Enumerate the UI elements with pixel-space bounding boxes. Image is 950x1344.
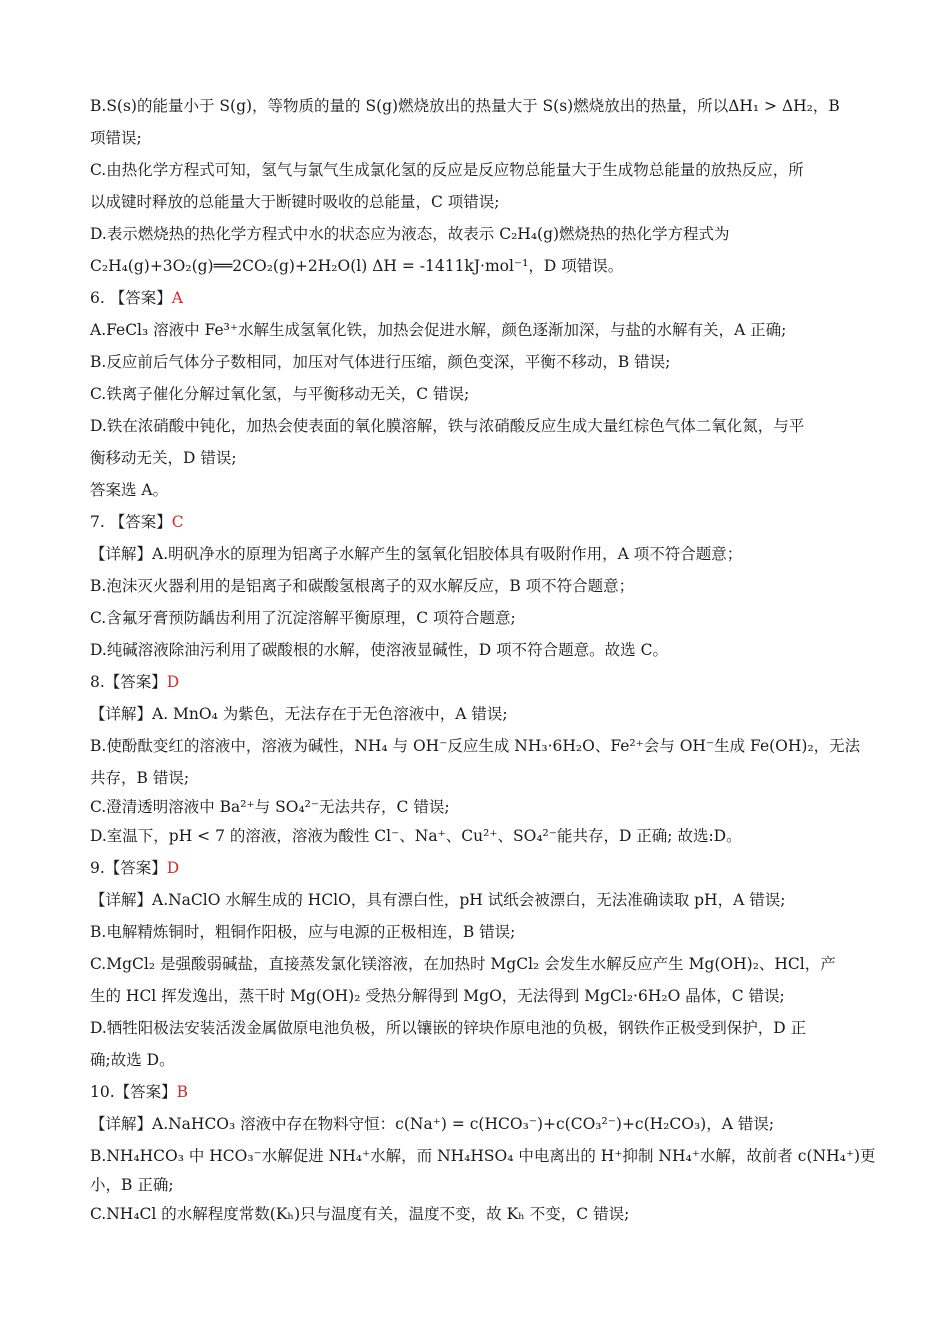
line-text: C.NH₄Cl 的水解程度常数(Kₕ)只与温度有关，温度不变，故 Kₕ 不变，C 错误; — [90, 1205, 630, 1223]
line-text: 10.【答案】 — [90, 1083, 177, 1101]
line-text: A.FeCl₃ 溶液中 Fe³⁺水解生成氢氧化铁，加热会促进水解，颜色逐渐加深，与盐的水解有关，A 正确; — [90, 321, 787, 339]
line-text: B.NH₄HCO₃ 中 HCO₃⁻水解促进 NH₄⁺水解，而 NH₄HSO₄ 中电离出的 H⁺抑制 NH₄⁺水解，故前者 c(NH₄⁺)更 — [90, 1147, 876, 1165]
line-text: 【详解】A.明矾净水的原理为铝离子水解产生的氢氧化铝胶体具有吸附作用，A 项不符合题意； — [90, 545, 743, 563]
line-text: D.牺牲阳极法安装活泼金属做原电池负极，所以镶嵌的锌块作原电池的负极，钢铁作正极受到保护，D 正 — [90, 1019, 807, 1037]
text-line — [90, 154, 860, 186]
line-text: B.S(s)的能量小于 S(g)，等物质的量的 S(g)燃烧放出的热量大于 S(s)燃烧放出的热量，所以ΔH₁ > ΔH₂，B — [90, 97, 840, 115]
line-text: B.泡沫灭火器利用的是铝离子和碳酸氢根离子的双水解反应，B 项不符合题意； — [90, 577, 635, 595]
text-line — [90, 1044, 860, 1076]
line-text: 6. 【答案】 — [90, 289, 172, 307]
text-line — [90, 1198, 860, 1230]
line-text: C.铁离子催化分解过氧化氢，与平衡移动无关，C 错误; — [90, 385, 470, 403]
line-text: 9.【答案】 — [90, 859, 167, 877]
answer-heading — [90, 666, 860, 698]
text-line — [90, 820, 860, 852]
text-line — [90, 1012, 860, 1044]
answer-letter: B — [176, 1083, 189, 1101]
answer-heading — [90, 282, 860, 314]
line-text: D.室温下，pH < 7 的溶液，溶液为酸性 Cl⁻、Na⁺、Cu²⁺、SO₄²⁻能共存，D 正确; 故选:D。 — [90, 827, 742, 845]
line-text: C.MgCl₂ 是强酸弱碱盐，直接蒸发氯化镁溶液，在加热时 MgCl₂ 会发生水解反应产生 Mg(OH)₂、HCl，产 — [90, 955, 836, 973]
text-line — [90, 122, 860, 154]
line-text: 衡移动无关，D 错误; — [90, 449, 237, 467]
line-text: C.含氟牙膏预防龋齿利用了沉淀溶解平衡原理，C 项符合题意; — [90, 609, 516, 627]
text-line — [90, 378, 860, 410]
line-text: 【详解】A.NaHCO₃ 溶液中存在物料守恒：c(Na⁺) = c(HCO₃⁻)+c(CO₃²⁻)+c(H₂CO₃)，A 错误; — [90, 1115, 775, 1133]
text-line — [90, 916, 860, 948]
text-line — [90, 698, 860, 730]
text-line — [90, 346, 860, 378]
answer-heading — [90, 506, 860, 538]
line-text: 小，B 正确; — [90, 1176, 174, 1194]
line-text: 以成键时释放的总能量大于断键时吸收的总能量，C 项错误; — [90, 193, 500, 211]
text-line — [90, 762, 860, 794]
answer-heading — [90, 852, 860, 884]
text-line — [90, 570, 860, 602]
answer-heading — [90, 1076, 860, 1108]
line-text: C.澄清透明溶液中 Ba²⁺与 SO₄²⁻无法共存，C 错误; — [90, 798, 450, 816]
line-text: 【详解】A. MnO₄ 为紫色，无法存在于无色溶液中，A 错误; — [90, 705, 508, 723]
line-text: 答案选 A。 — [90, 481, 169, 499]
line-text: 项错误; — [90, 129, 142, 147]
text-line — [90, 730, 860, 762]
text-line — [90, 218, 860, 250]
text-line — [90, 314, 860, 346]
answer-letter: D — [166, 673, 180, 691]
line-text: B.反应前后气体分子数相同，加压对气体进行压缩，颜色变深，平衡不移动，B 错误; — [90, 353, 671, 371]
answer-letter: D — [166, 859, 180, 877]
line-text: 8.【答案】 — [90, 673, 167, 691]
line-text: C.由热化学方程式可知，氢气与氯气生成氯化氢的反应是反应物总能量大于生成物总能量的放热反应，所 — [90, 161, 804, 179]
answer-letter: A — [171, 289, 183, 307]
text-line — [90, 1172, 860, 1198]
line-text: 7. 【答案】 — [90, 513, 172, 531]
line-text: C₂H₄(g)+3O₂(g)══2CO₂(g)+2H₂O(l) ΔH = -1411kJ·mol⁻¹，D 项错误。 — [90, 257, 624, 275]
text-line — [90, 538, 860, 570]
text-line — [90, 634, 860, 666]
line-text: D.纯碱溶液除油污利用了碳酸根的水解，使溶液显碱性，D 项不符合题意。故选 C。 — [90, 641, 668, 659]
text-line — [90, 1140, 876, 1172]
text-line — [90, 884, 860, 916]
text-line — [90, 90, 860, 122]
text-line — [90, 948, 860, 980]
line-text: 共存，B 错误; — [90, 769, 190, 787]
text-line — [90, 980, 860, 1012]
text-line — [90, 794, 860, 820]
line-text: 生的 HCl 挥发逸出，蒸干时 Mg(OH)₂ 受热分解得到 MgO，无法得到 MgCl₂·6H₂O 晶体，C 错误; — [90, 987, 785, 1005]
line-text: 【详解】A.NaClO 水解生成的 HClO，具有漂白性，pH 试纸会被漂白，无法准确读取 pH，A 错误; — [90, 891, 786, 909]
text-line — [90, 474, 860, 506]
text-line — [90, 186, 860, 218]
line-text: D.铁在浓硝酸中钝化，加热会使表面的氧化膜溶解，铁与浓硝酸反应生成大量红棕色气体二氧化氮，与平 — [90, 417, 805, 435]
text-line — [90, 250, 860, 282]
answer-letter: C — [171, 513, 184, 531]
text-line — [90, 602, 860, 634]
text-line — [90, 1108, 860, 1140]
line-text: D.表示燃烧热的热化学方程式中水的状态应为液态，故表示 C₂H₄(g)燃烧热的热化学方程式为 — [90, 225, 730, 243]
answer-text-body — [90, 90, 876, 1230]
text-line — [90, 410, 860, 442]
text-line — [90, 442, 860, 474]
line-text: B.使酚酞变红的溶液中，溶液为碱性，NH₄ 与 OH⁻反应生成 NH₃·6H₂O、Fe²⁺会与 OH⁻生成 Fe(OH)₂，无法 — [90, 737, 861, 755]
line-text: 确;故选 D。 — [90, 1051, 175, 1069]
line-text: B.电解精炼铜时，粗铜作阳极，应与电源的正极相连，B 错误; — [90, 923, 516, 941]
